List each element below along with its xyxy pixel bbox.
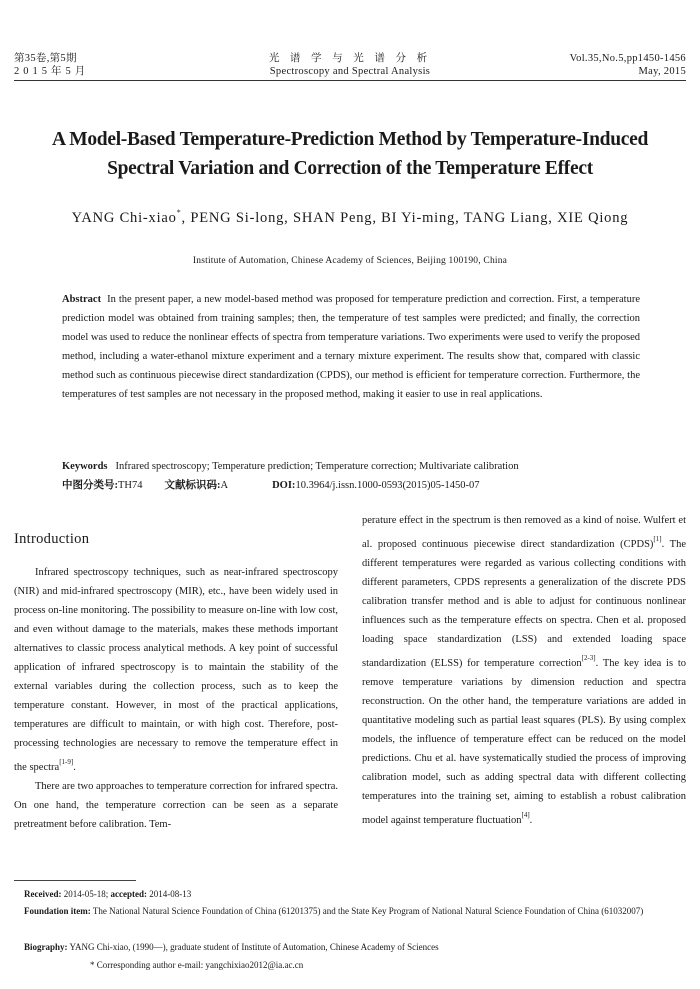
first-author: YANG Chi-xiao [71, 210, 177, 226]
abstract-label: Abstract [62, 294, 102, 305]
body-column-right [362, 511, 686, 830]
intro-p1-end: . [73, 762, 76, 773]
intro-p1-text: Infrared spectroscopy techniques, such as near-infrared spectroscopy (NIR) and mid-infrared spectroscopy (MIR), etc., have been widely used in process on-line monitoring. The possibility to measure on-line with low cost, and even without damage to the materials, makes these methods important alternatives to classic process analytical methods. A key point of successful application of infrared spectroscopy is to maintain the stability of the external variables during the collection process, such as to keep the temperature constant. However, in most of the practical applications, temperatures are difficult to maintain, or with high cost. Therefore, post-processing technologies are necessary to remove the temperature effect in the spectra [14, 567, 338, 773]
biography-label: Biography: [24, 942, 68, 952]
corresponding-mark: * [176, 208, 182, 217]
citation-1[interactable]: [1] [653, 535, 662, 543]
keywords [62, 458, 662, 476]
classification-line [62, 477, 682, 495]
doi-label: DOI: [272, 480, 296, 491]
keywords-label: Keywords [62, 461, 108, 472]
intro-r-d: . [529, 815, 533, 826]
keywords-text: Infrared spectroscopy; Temperature prediction; Temperature correction; Multivariate calibration [115, 461, 519, 472]
intro-paragraph-1 [14, 563, 338, 777]
received-value: 2014-05-18; [63, 889, 109, 899]
clc-label: 中图分类号: [62, 480, 118, 491]
clc-value: TH74 [118, 480, 143, 491]
intro-r-b: . The different temperatures were regarded as various collecting conditions with different parameters, CPDS represents a generalization of the discrete PDS calibration transfer method and is able to adjust for continuous nonlinear influences such as the temperature effects on spectra. Chen et al. proposed loading space standardization (LSS) and extended loading space standardization (ELSS) for temperature correction [362, 539, 686, 669]
journal-volume-info-en [570, 52, 686, 78]
date-cn: 2015年5月 [14, 66, 90, 77]
doc-code-label: 文献标识码: [164, 480, 221, 491]
footnote-divider [14, 880, 136, 881]
citation-1-9[interactable]: [1-9] [59, 758, 74, 766]
citation-4[interactable]: [4] [521, 811, 530, 819]
accepted-label: accepted: [110, 889, 147, 899]
journal-name-cn: 光 谱 学 与 光 谱 分 析 [268, 53, 432, 64]
foundation-value: The National Natural Science Foundation of China (61201375) and the State Key Program of National Natural Science Foundation of China (61032007) [92, 906, 644, 916]
date-en: May, 2015 [638, 66, 686, 77]
intro-r-c: . The key idea is to remove temperature variations by dimension reduction and spectra reconstruction. On the other hand, the temperature variations are added in quantitative modeling such as partial least squares (PLS). By using complex models, the influence of temperature effect can be reduced on the model predictions. Chu et al. have systematically studied the process of improving calibration model, such as adding spectral data with different collecting temperatures into the training set, aiming to establish a robust calibration model against temperature fluctuation [362, 658, 686, 826]
doc-code-value: A [220, 480, 229, 491]
co-authors: , PENG Si-long, SHAN Peng, BI Yi-ming, TANG Liang, XIE Qiong [181, 210, 629, 226]
title-line-1: A Model-Based Temperature-Prediction Method by Temperature-Induced [51, 129, 649, 150]
intro-paragraph-2-continued [362, 511, 686, 830]
foundation-label: Foundation item: [24, 906, 91, 916]
affiliation: Institute of Automation, Chinese Academy of Sciences, Beijing 100190, China [192, 256, 508, 266]
journal-name-en: Spectroscopy and Spectral Analysis [269, 66, 431, 77]
footnote-received [24, 886, 689, 903]
volume-pages-en: Vol.35,No.5,pp1450-1456 [569, 53, 686, 64]
footnote-foundation [24, 903, 689, 920]
abstract [62, 290, 640, 404]
header-divider [14, 80, 686, 81]
doi-value: 10.3964/j.issn.1000-0593(2015)05-1450-07 [295, 480, 480, 491]
intro-paragraph-2: There are two approaches to temperature correction for infrared spectra. On one hand, the temperature correction can be seen as a separate pretreatment before calibration. Tem- [14, 781, 338, 830]
abstract-text: In the present paper, a new model-based method was proposed for temperature prediction and correction. First, a temperature prediction model was obtained from training samples; then, the temperature of test samples were predicted; and finally, the correction model was used to reduce the nonlinear effects of spectra from temperature variations. Two experiments were used to verify the proposed method, including a water-ethanol mixture experiment and a ternary mixture experiment. The results show that, compared with classic method such as continuous piecewise direct standardization (CPDS), our method is efficient for temperature correction. Furthermore, the temperatures of test samples are not necessary in the proposed method, making it easier to use in real applications. [62, 294, 640, 400]
section-heading-introduction: Introduction [14, 531, 90, 547]
volume-issue-cn: 第35卷,第5期 [14, 53, 77, 64]
citation-2-3[interactable]: [2-3] [581, 654, 596, 662]
body-column-left [14, 530, 338, 834]
author-list [10, 208, 690, 227]
received-label: Received: [24, 889, 62, 899]
accepted-value: 2014-08-13 [149, 889, 192, 899]
title-line-2: Spectral Variation and Correction of the Temperature Effect [107, 158, 593, 179]
footnote-biography [24, 939, 689, 956]
intro-r-a: perature effect in the spectrum is then removed as a kind of noise. Wulfert et al. proposed continuous piecewise direct standardization (CPDS) [362, 515, 686, 550]
biography-value: YANG Chi-xiao, (1990—), graduate student of Institute of Automation, Chinese Academy of Sciences [69, 942, 439, 952]
footnote-corresponding: * Corresponding author e-mail: yangchixiao2012@ia.ac.cn [90, 960, 304, 970]
paper-title [20, 125, 680, 183]
